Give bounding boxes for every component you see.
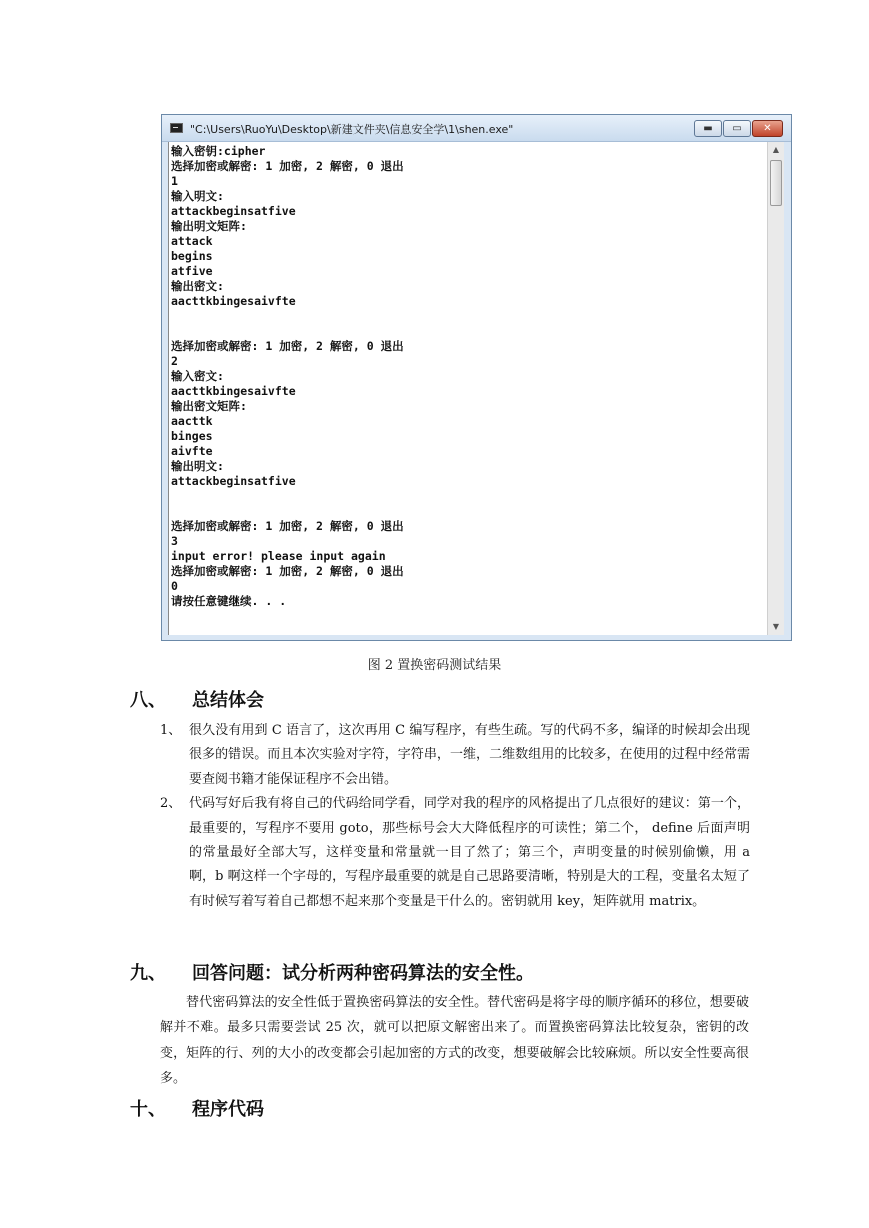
console-line: 0 — [171, 579, 178, 593]
section-title: 程序代码 — [192, 1099, 264, 1120]
console-line — [171, 489, 770, 504]
console-line: 输入明文: — [171, 189, 224, 203]
console-line: aacttkbingesaivfte — [171, 384, 296, 398]
scroll-down-arrow-icon[interactable]: ▼ — [772, 622, 780, 631]
console-line: aivfte — [171, 444, 213, 458]
console-line: 输出密文: — [171, 279, 224, 293]
console-line: 3 — [171, 534, 178, 548]
security-analysis-paragraph: 替代密码算法的安全性低于置换密码算法的安全性。替代密码是将字母的顺序循环的移位，想要破解并不难。最多只需要尝试 25 次，就可以把原文解密出来了。而置换密码算法比较复杂，密钥的改变，矩阵的行、列的大小的改变都会引起加密的方式的改变，想要破解会比较麻烦。所以安全性要高很多。 — [160, 995, 749, 1087]
console-line: aacttkbingesaivfte — [171, 294, 296, 308]
console-window — [161, 114, 792, 641]
console-app-icon — [170, 123, 183, 133]
section-heading-10 — [130, 1095, 264, 1121]
console-scrollbar[interactable] — [767, 142, 784, 635]
section-heading-8 — [130, 686, 264, 712]
list-item — [160, 792, 750, 914]
section-number: 八、 — [130, 690, 166, 711]
console-line: 输入密钥:cipher — [171, 144, 266, 158]
console-line: 选择加密或解密: 1 加密, 2 解密, 0 退出 — [171, 339, 404, 353]
console-line: 选择加密或解密: 1 加密, 2 解密, 0 退出 — [171, 519, 404, 533]
console-line: 2 — [171, 354, 178, 368]
scroll-up-arrow-icon[interactable]: ▲ — [772, 145, 780, 154]
console-output[interactable] — [168, 142, 770, 635]
console-line: attackbeginsatfive — [171, 474, 296, 488]
console-line: 选择加密或解密: 1 加密, 2 解密, 0 退出 — [171, 564, 404, 578]
console-line: binges — [171, 429, 213, 443]
console-line — [171, 324, 770, 339]
console-line: 输出明文矩阵: — [171, 219, 247, 233]
close-button[interactable]: ✕ — [752, 120, 783, 137]
list-item-number: 1、 — [160, 723, 182, 738]
console-line: aacttk — [171, 414, 213, 428]
console-line: 输出密文矩阵: — [171, 399, 247, 413]
list-item — [160, 719, 750, 792]
console-title: "C:\Users\RuoYu\Desktop\新建文件夹\信息安全学\1\shen.exe" — [190, 123, 514, 136]
section-heading-9 — [130, 959, 534, 985]
console-line: 输入密文: — [171, 369, 224, 383]
console-line — [171, 504, 770, 519]
maximize-button[interactable]: ▭ — [723, 120, 751, 137]
console-line: attackbeginsatfive — [171, 204, 296, 218]
console-line: 输出明文: — [171, 459, 224, 473]
console-lines — [169, 142, 770, 609]
section-title: 回答问题：试分析两种密码算法的安全性。 — [192, 963, 534, 984]
section-title: 总结体会 — [192, 690, 264, 711]
section-number: 十、 — [130, 1099, 166, 1120]
console-line: atfive — [171, 264, 213, 278]
summary-list — [160, 719, 750, 914]
console-line: attack — [171, 234, 213, 248]
list-item-text: 很久没有用到 C 语言了，这次再用 C 编写程序，有些生疏。写的代码不多，编译的时候却会出现很多的错误。而且本次实验对字符，字符串，一维，二维数组用的比较多，在使用的过程中经常需要查阅书籍才能保证程序不会出错。 — [189, 723, 750, 787]
console-line — [171, 309, 770, 324]
console-line: begins — [171, 249, 213, 263]
list-item-number: 2、 — [160, 796, 182, 812]
console-line: 选择加密或解密: 1 加密, 2 解密, 0 退出 — [171, 159, 404, 173]
console-line: 请按任意键继续. . . — [171, 594, 287, 608]
console-line: 1 — [171, 174, 178, 188]
figure-caption: 图 2 置换密码测试结果 — [367, 658, 502, 673]
minimize-button[interactable]: ▬ — [694, 120, 722, 137]
console-titlebar[interactable] — [162, 115, 791, 142]
section-number: 九、 — [130, 963, 166, 984]
list-item-text: 代码写好后我有将自己的代码给同学看，同学对我的程序的风格提出了几点很好的建议：第一个，最重要的，写程序不要用 goto，那些标号会大大降低程序的可读性；第二个， define 后面声明的常量最好全部大写，这样变量和常量就一目了然了；第三个，声明变量的时候别偷懒，用 a 啊，b 啊这样一个字母的，写程序最重要的就是自己思路要清晰，特别是大的工程，变量名太短了有时候写着写着自己都想不起来那个变量是干什么的。密钥就用 key，矩阵就用 matrix。 — [189, 796, 750, 909]
console-line: input error! please input again — [171, 549, 386, 563]
scroll-thumb[interactable] — [770, 160, 782, 206]
